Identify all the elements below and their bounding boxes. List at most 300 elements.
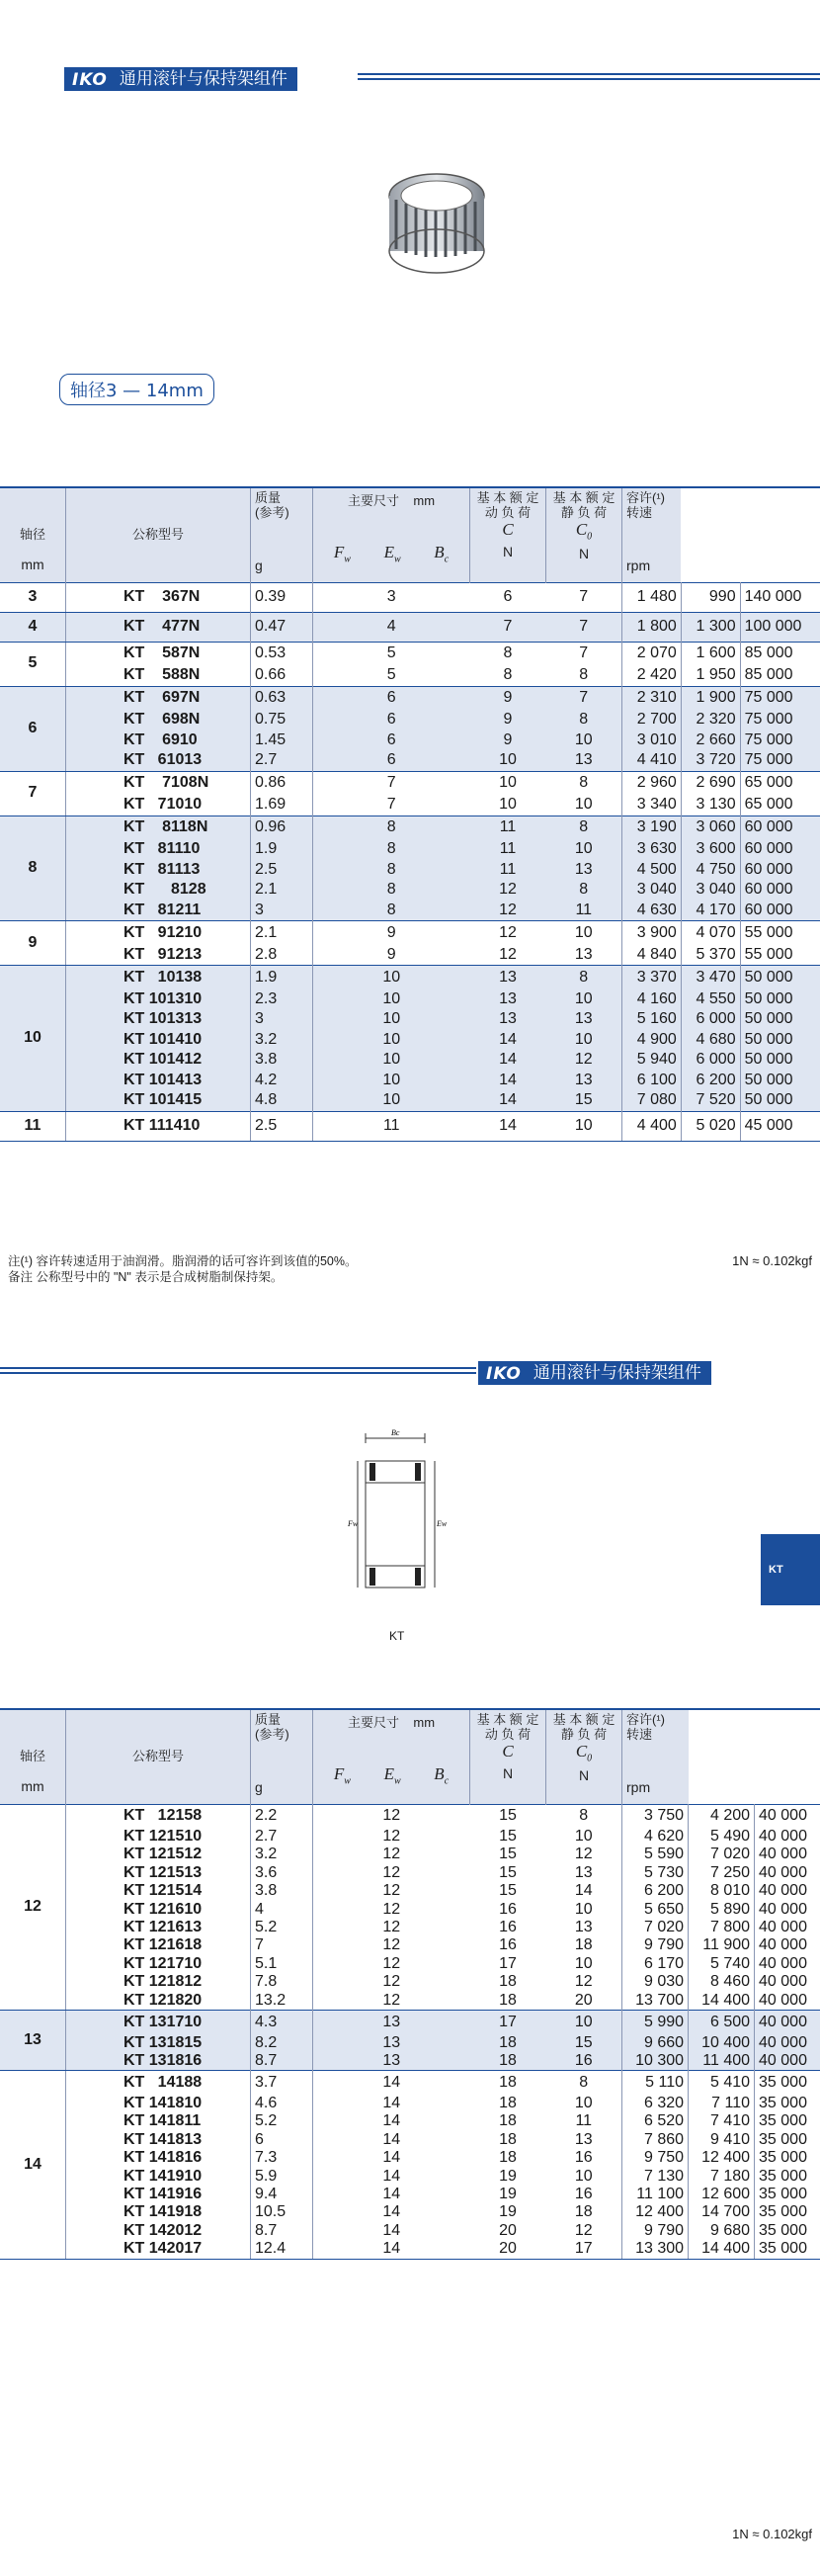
iko-logo-2: IKO [478,1361,530,1385]
ew-cell: 14 [470,1071,546,1091]
ew-cell: 19 [470,2186,546,2203]
mass-cell: 2.2 [251,1804,313,1828]
mass-cell: 3.7 [251,2071,313,2095]
fw-cell: 12 [313,1828,470,1846]
fw-cell: 8 [313,816,470,839]
static-load-cell: 3 060 [681,816,740,839]
mass-cell: 8.7 [251,2052,313,2071]
table-row [0,1973,820,1991]
bc-cell: 10 [546,795,622,816]
bc-cell: 8 [546,665,622,686]
speed-cell: 50 000 [740,1071,820,1091]
static-load-cell: 4 170 [681,901,740,921]
fw-cell: 12 [313,1882,470,1900]
mass-cell: 2.7 [251,1828,313,1846]
table-row [0,1090,820,1111]
spec-table-1 [0,486,820,1142]
model-cell: KT 8128 [66,880,251,901]
ew-cell: 7 [470,612,546,642]
ew-cell: 13 [470,1009,546,1030]
bc-cell: 12 [546,1973,622,1991]
speed-cell: 85 000 [740,665,820,686]
ew-cell: 9 [470,730,546,751]
bc-cell: 10 [546,2095,622,2112]
dynamic-load-cell: 2 960 [622,771,682,795]
bc-cell: 16 [546,2186,622,2203]
mass-cell: 7 [251,1936,313,1954]
bc-cell: 10 [546,2168,622,2186]
shaft-diameter-cell: 6 [0,686,66,771]
dynamic-load-cell: 13 300 [622,2240,689,2259]
bearing-photo-icon [380,166,494,285]
mass-cell: 2.5 [251,1111,313,1141]
dynamic-load-cell: 6 100 [622,1071,682,1091]
unit-note-2: 1N ≈ 0.102kgf [732,2527,812,2541]
ew-cell: 16 [470,1901,546,1919]
table-row [0,945,820,966]
speed-cell: 100 000 [740,612,820,642]
table-header-row [0,487,820,582]
mass-cell: 3 [251,901,313,921]
model-cell: KT 81110 [66,839,251,860]
table-row [0,1864,820,1882]
shaft-diameter-cell: 5 [0,642,66,686]
static-load-cell: 8 010 [689,1882,755,1900]
model-cell: KT 587N [66,642,251,665]
speed-cell: 40 000 [755,1901,820,1919]
header-dynamic-load: 基 本 额 定 动 负 荷 C N [470,1709,546,1804]
page-header-2 [478,1361,711,1385]
mass-cell: 5.1 [251,1955,313,1973]
model-cell: KT 121812 [66,1973,251,1991]
ew-cell: 18 [470,2034,546,2052]
mass-cell: 5.2 [251,2112,313,2130]
model-cell: KT 698N [66,710,251,730]
mass-cell: 2.1 [251,880,313,901]
speed-cell: 50 000 [740,1009,820,1030]
speed-cell: 35 000 [755,2222,820,2240]
mass-cell: 1.9 [251,839,313,860]
ew-cell: 12 [470,880,546,901]
shaft-range-badge: 轴径3 — 14mm [59,374,214,405]
shaft-diameter-cell: 11 [0,1111,66,1141]
fw-cell: 12 [313,1973,470,1991]
mass-cell: 0.47 [251,612,313,642]
mass-cell: 13.2 [251,1992,313,2011]
mass-cell: 0.53 [251,642,313,665]
spec-table-2 [0,1708,820,2260]
model-cell: KT 101415 [66,1090,251,1111]
static-load-cell: 4 070 [681,921,740,945]
mass-cell: 4 [251,1901,313,1919]
static-load-cell: 11 400 [689,2052,755,2071]
header-dynamic-load: 基 本 额 定 动 负 荷 C N [470,487,546,582]
mass-cell: 3.8 [251,1882,313,1900]
fw-cell: 9 [313,921,470,945]
shaft-diameter-cell: 4 [0,612,66,642]
model-cell: KT 588N [66,665,251,686]
model-cell: KT 141910 [66,2168,251,2186]
fw-cell: 10 [313,1090,470,1111]
speed-cell: 35 000 [755,2168,820,2186]
mass-cell: 0.39 [251,582,313,612]
table-row [0,816,820,839]
speed-cell: 40 000 [755,1804,820,1828]
table-row [0,1030,820,1051]
model-cell: KT 14188 [66,2071,251,2095]
page-header-1 [64,67,297,91]
bc-cell: 18 [546,2203,622,2221]
mass-cell: 1.45 [251,730,313,751]
static-load-cell: 4 550 [681,989,740,1010]
dynamic-load-cell: 3 900 [622,921,682,945]
header-static-load: 基 本 额 定 静 负 荷 $C_0$ N [546,487,622,582]
dynamic-load-cell: 3 630 [622,839,682,860]
header-model: 公称型号 [66,487,251,582]
dynamic-load-cell: 4 160 [622,989,682,1010]
static-load-cell: 1 300 [681,612,740,642]
fw-cell: 9 [313,945,470,966]
ew-cell: 15 [470,1804,546,1828]
fw-cell: 14 [313,2071,470,2095]
model-cell: KT 61013 [66,750,251,771]
static-load-cell: 5 490 [689,1828,755,1846]
speed-cell: 50 000 [740,966,820,989]
dynamic-load-cell: 6 200 [622,1882,689,1900]
dynamic-load-cell: 7 080 [622,1090,682,1111]
dynamic-load-cell: 4 630 [622,901,682,921]
ew-cell: 8 [470,665,546,686]
dynamic-load-cell: 12 400 [622,2203,689,2221]
ew-cell: 18 [470,1992,546,2011]
ew-cell: 15 [470,1882,546,1900]
mass-cell: 3.8 [251,1050,313,1071]
table-row [0,1846,820,1863]
static-load-cell: 7 020 [689,1846,755,1863]
table-row [0,612,820,642]
header-dimensions: 主要尺寸 mm $F_w$ $E_w$ $B_c$ [313,1709,470,1804]
table-row [0,1009,820,1030]
bc-cell: 13 [546,1071,622,1091]
mass-cell: 4.8 [251,1090,313,1111]
static-load-cell: 1 900 [681,686,740,710]
bc-cell: 13 [546,945,622,966]
speed-cell: 60 000 [740,816,820,839]
static-load-cell: 11 900 [689,1936,755,1954]
dynamic-load-cell: 5 650 [622,1901,689,1919]
table-row [0,1919,820,1936]
static-load-cell: 6 000 [681,1009,740,1030]
mass-cell: 0.63 [251,686,313,710]
dynamic-load-cell: 13 700 [622,1992,689,2011]
model-cell: KT 81211 [66,901,251,921]
speed-cell: 40 000 [755,2011,820,2034]
bc-cell: 8 [546,710,622,730]
shaft-diameter-cell: 13 [0,2011,66,2071]
static-load-cell: 7 250 [689,1864,755,1882]
table-row [0,1828,820,1846]
dynamic-load-cell: 3 340 [622,795,682,816]
fw-cell: 10 [313,1050,470,1071]
ew-cell: 14 [470,1111,546,1141]
static-load-cell: 5 410 [689,2071,755,2095]
fw-cell: 14 [313,2203,470,2221]
mass-cell: 1.9 [251,966,313,989]
bc-cell: 10 [546,1955,622,1973]
model-cell: KT 121710 [66,1955,251,1973]
dynamic-load-cell: 4 620 [622,1828,689,1846]
bc-cell: 20 [546,1992,622,2011]
bc-cell: 17 [546,2240,622,2259]
fw-cell: 12 [313,1864,470,1882]
table-row [0,860,820,881]
static-load-cell: 4 200 [689,1804,755,1828]
mass-cell: 6 [251,2131,313,2149]
model-cell: KT 131815 [66,2034,251,2052]
static-load-cell: 7 800 [689,1919,755,1936]
fw-cell: 6 [313,710,470,730]
header-lines-1 [358,73,820,81]
speed-cell: 75 000 [740,686,820,710]
fw-cell: 14 [313,2168,470,2186]
bc-cell: 10 [546,1111,622,1141]
fw-cell: 12 [313,1992,470,2011]
speed-cell: 40 000 [755,1864,820,1882]
table-row [0,2203,820,2221]
unit-note-1: 1N ≈ 0.102kgf [732,1253,812,1268]
bc-cell: 15 [546,1090,622,1111]
speed-cell: 40 000 [755,1828,820,1846]
speed-cell: 65 000 [740,771,820,795]
mass-cell: 0.66 [251,665,313,686]
bc-cell: 13 [546,1864,622,1882]
ew-cell: 16 [470,1936,546,1954]
ew-cell: 13 [470,989,546,1010]
mass-cell: 5.9 [251,2168,313,2186]
static-load-cell: 7 180 [689,2168,755,2186]
bc-cell: 7 [546,582,622,612]
speed-cell: 40 000 [755,2034,820,2052]
mass-cell: 4.2 [251,1071,313,1091]
fw-cell: 14 [313,2112,470,2130]
table-row [0,665,820,686]
ew-cell: 18 [470,2071,546,2095]
dynamic-load-cell: 6 520 [622,2112,689,2130]
table-row [0,771,820,795]
speed-cell: 85 000 [740,642,820,665]
fw-cell: 13 [313,2034,470,2052]
footnote-1: 注(¹) 容许转速适用于油润滑。脂润滑的话可容许到该值的50%。 [8,1254,358,1268]
shaft-diameter-cell: 14 [0,2071,66,2259]
ew-cell: 18 [470,2149,546,2167]
mass-cell: 8.7 [251,2222,313,2240]
mass-cell: 7.3 [251,2149,313,2167]
ew-cell: 18 [470,1973,546,1991]
model-cell: KT 101410 [66,1030,251,1051]
table-row [0,2034,820,2052]
fw-cell: 10 [313,1030,470,1051]
mass-cell: 12.4 [251,2240,313,2259]
mass-cell: 5.2 [251,1919,313,1936]
dynamic-load-cell: 7 130 [622,2168,689,2186]
ew-cell: 16 [470,1919,546,1936]
mass-cell: 2.8 [251,945,313,966]
speed-cell: 40 000 [755,1919,820,1936]
bc-cell: 8 [546,2071,622,2095]
speed-cell: 45 000 [740,1111,820,1141]
ew-cell: 11 [470,816,546,839]
model-cell: KT 91210 [66,921,251,945]
dynamic-load-cell: 5 990 [622,2011,689,2034]
table-row [0,1111,820,1141]
model-cell: KT 121820 [66,1992,251,2011]
ew-cell: 17 [470,2011,546,2034]
fw-cell: 10 [313,1009,470,1030]
svg-text:Ew: Ew [437,1519,448,1528]
model-cell: KT 477N [66,612,251,642]
model-cell: KT 6910 [66,730,251,751]
static-load-cell: 2 690 [681,771,740,795]
model-cell: KT 71010 [66,795,251,816]
model-cell: KT 101310 [66,989,251,1010]
bc-cell: 13 [546,860,622,881]
mass-cell: 3.2 [251,1030,313,1051]
dynamic-load-cell: 2 310 [622,686,682,710]
model-cell: KT 8118N [66,816,251,839]
dynamic-load-cell: 9 790 [622,1936,689,1954]
side-tab-kt[interactable]: KT [761,1534,820,1605]
ew-cell: 11 [470,860,546,881]
bc-cell: 7 [546,642,622,665]
mass-cell: 2.5 [251,860,313,881]
fw-cell: 5 [313,665,470,686]
svg-text:Fw: Fw [348,1519,359,1528]
model-cell: KT 81113 [66,860,251,881]
dynamic-load-cell: 3 370 [622,966,682,989]
static-load-cell: 2 320 [681,710,740,730]
fw-cell: 14 [313,2149,470,2167]
bc-cell: 15 [546,2034,622,2052]
static-load-cell: 3 040 [681,880,740,901]
ew-cell: 12 [470,901,546,921]
speed-cell: 55 000 [740,921,820,945]
static-load-cell: 6 200 [681,1071,740,1091]
model-cell: KT 121613 [66,1919,251,1936]
ew-cell: 14 [470,1030,546,1051]
table-row [0,2095,820,2112]
ew-cell: 13 [470,966,546,989]
mass-cell: 4.3 [251,2011,313,2034]
table-row [0,1901,820,1919]
dynamic-load-cell: 5 940 [622,1050,682,1071]
bc-cell: 8 [546,880,622,901]
bc-cell: 10 [546,1901,622,1919]
shaft-diameter-cell: 3 [0,582,66,612]
ew-cell: 20 [470,2240,546,2259]
bc-cell: 12 [546,1050,622,1071]
mass-cell: 0.86 [251,771,313,795]
table-row [0,2222,820,2240]
ew-cell: 19 [470,2203,546,2221]
fw-cell: 12 [313,1955,470,1973]
dynamic-load-cell: 5 160 [622,1009,682,1030]
static-load-cell: 1 950 [681,665,740,686]
bc-cell: 10 [546,839,622,860]
header-allowable-speed: 容许(¹) 转速 rpm [622,1709,689,1804]
ew-cell: 18 [470,2052,546,2071]
fw-cell: 8 [313,839,470,860]
dynamic-load-cell: 9 750 [622,2149,689,2167]
bc-cell: 13 [546,2131,622,2149]
bc-cell: 14 [546,1882,622,1900]
static-load-cell: 9 410 [689,2131,755,2149]
dynamic-load-cell: 6 170 [622,1955,689,1973]
fw-cell: 14 [313,2131,470,2149]
ew-cell: 15 [470,1828,546,1846]
ew-cell: 19 [470,2168,546,2186]
speed-cell: 60 000 [740,860,820,881]
bc-cell: 11 [546,901,622,921]
dynamic-load-cell: 2 420 [622,665,682,686]
speed-cell: 60 000 [740,839,820,860]
static-load-cell: 12 600 [689,2186,755,2203]
fw-cell: 12 [313,1804,470,1828]
ew-cell: 9 [470,686,546,710]
table-row [0,989,820,1010]
speed-cell: 75 000 [740,750,820,771]
mass-cell: 9.4 [251,2186,313,2203]
static-load-cell: 7 110 [689,2095,755,2112]
static-load-cell: 10 400 [689,2034,755,2052]
footnote-2: 备注 公称型号中的 "N" 表示是合成树脂制保持架。 [8,1270,284,1284]
table-row [0,582,820,612]
bc-cell: 10 [546,921,622,945]
static-load-cell: 1 600 [681,642,740,665]
static-load-cell: 990 [681,582,740,612]
header-mass: 质量 (参考) g [251,487,313,582]
table-row [0,901,820,921]
speed-cell: 60 000 [740,901,820,921]
model-cell: KT 7108N [66,771,251,795]
bc-cell: 10 [546,1828,622,1846]
ew-cell: 11 [470,839,546,860]
dynamic-load-cell: 4 500 [622,860,682,881]
table-row [0,2131,820,2149]
model-cell: KT 121514 [66,1882,251,1900]
static-load-cell: 5 370 [681,945,740,966]
fw-cell: 12 [313,1936,470,1954]
fw-cell: 6 [313,750,470,771]
model-cell: KT 141813 [66,2131,251,2149]
speed-cell: 50 000 [740,1090,820,1111]
mass-cell: 8.2 [251,2034,313,2052]
model-cell: KT 367N [66,582,251,612]
bc-cell: 11 [546,2112,622,2130]
fw-cell: 8 [313,901,470,921]
fw-cell: 7 [313,771,470,795]
ew-cell: 15 [470,1846,546,1863]
dynamic-load-cell: 4 400 [622,1111,682,1141]
table-row [0,750,820,771]
fw-cell: 6 [313,686,470,710]
fw-cell: 13 [313,2011,470,2034]
model-cell: KT 141816 [66,2149,251,2167]
bc-cell: 8 [546,771,622,795]
table-row [0,2071,820,2095]
speed-cell: 40 000 [755,1936,820,1954]
model-cell: KT 121512 [66,1846,251,1863]
static-load-cell: 3 720 [681,750,740,771]
